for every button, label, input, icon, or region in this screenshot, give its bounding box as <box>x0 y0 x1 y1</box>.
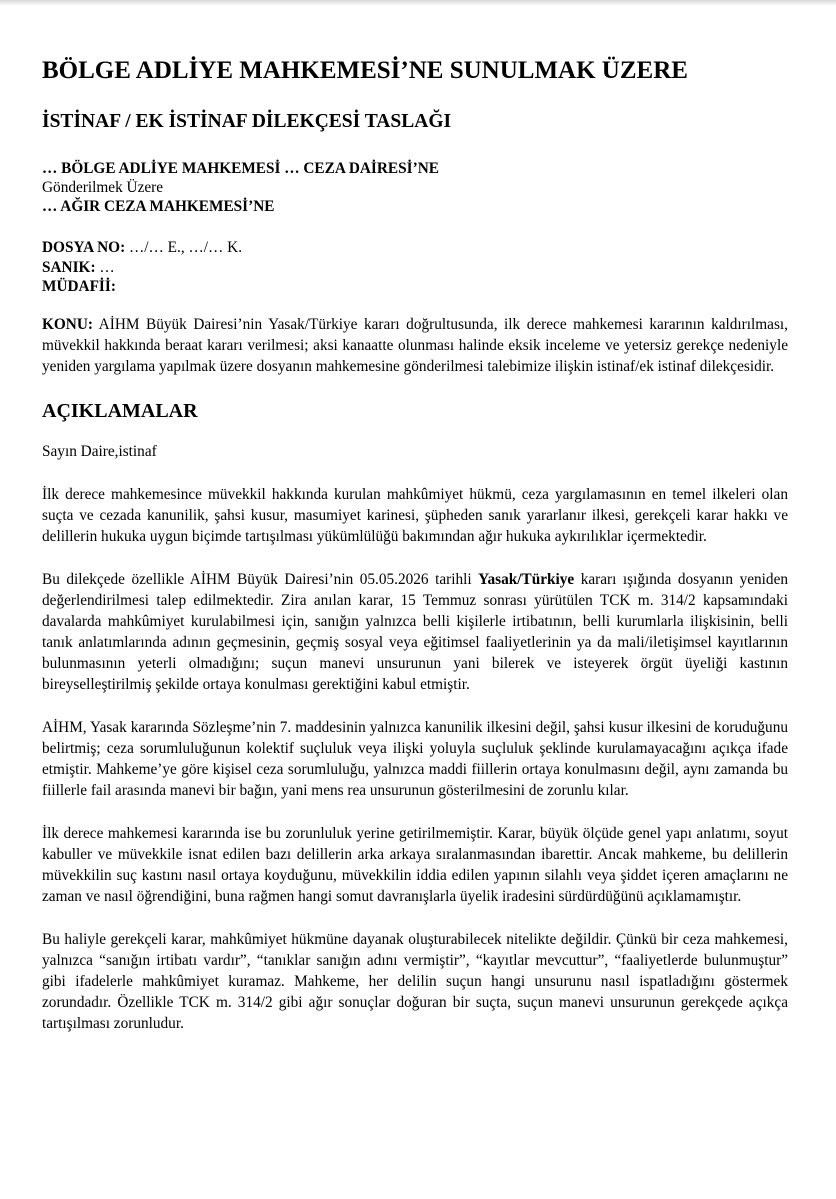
dosya-value: …/… E., …/… K. <box>125 239 243 256</box>
paragraph-2 <box>42 569 788 695</box>
mudafi-label: MÜDAFİİ: <box>42 278 116 295</box>
meta-dosya <box>42 238 788 258</box>
sanik-label: SANIK: <box>42 258 96 276</box>
main-title: BÖLGE ADLİYE MAHKEMESİ’NE SUNULMAK ÜZERE <box>42 57 688 84</box>
paragraph-4: İlk derece mahkemesi kararında ise bu zorunluluk yerine getirilmemiştir. Karar, büyük ölçüde genel yapı anlatımı, soyut kabuller ve müvekkile isnat edilen bazı delillerin arka arkaya sıralanmasından ibarettir. Ancak mahkeme, bu delillerin müvekkilin suç kastını nasıl ortaya koyduğunu, müvekkilin iddia edilen yapının silahlı veya şiddet içeren amaçlarını ne zaman ve nasıl öğrendiğini, buna rağmen hangi somut davranışlarla üyelik iradesini sürdürdüğünü açıklamamıştır. <box>42 824 788 905</box>
paragraph-2-part-1: Bu dilekçede özellikle AİHM Büyük Dairesi’nin 05.05.2026 tarihli <box>42 570 479 588</box>
meta-mudafi <box>42 277 788 297</box>
subject-text: AİHM Büyük Dairesi’nin Yasak/Türkiye kararı doğrultusunda, ilk derece mahkemesi kararının kaldırılması, müvekkil hakkında beraat kararı verilmesi; aksi kanaatte olunması halinde eksik inceleme ve yetersiz gerekçe nedeniyle yeniden yargılama yapılmak üzere dosyanın mahkemesine gönderilmesi talebimize ilişkin istinaf/ek istinaf dilekçesidir. <box>42 315 788 375</box>
sanik-value: … <box>95 258 115 276</box>
address-line-court-of-appeal: … BÖLGE ADLİYE MAHKEMESİ … CEZA DAİRESİ’NE <box>42 160 439 177</box>
document-subtitle: İSTİNAF / EK İSTİNAF DİLEKÇESİ TASLAĞI <box>42 111 452 132</box>
paragraph-5: Bu haliyle gerekçeli karar, mahkûmiyet hükmüne dayanak oluşturabilecek nitelikte değildir. Çünkü bir ceza mahkemesi, yalnızca “sanığın irtibatı vardır”, “tanıklar sanığın adını vermiştir”, “kayıtlar mevcuttur”, “faaliyetlerde bulunmuştur” gibi ifadelerle mahkûmiyet kuramaz. Mahkeme, her delilin suçun hangi unsurunu nasıl ispatladığını göstermek zorundadır. Özellikle TCK m. 314/2 gibi ağır sonuçlar doğuran bir suçta, suçun manevi unsurunun gerekçede açıkça tartışılması zorunludur. <box>42 930 788 1032</box>
section-title: AÇIKLAMALAR <box>42 399 198 422</box>
address-block <box>42 159 788 216</box>
subject-label: KONU: <box>42 315 93 333</box>
salutation: Sayın Daire,istinaf <box>42 442 157 460</box>
dosya-label: DOSYA NO: <box>42 239 126 256</box>
case-name: Yasak/Türkiye <box>478 570 575 588</box>
document-body <box>42 56 788 1034</box>
case-meta <box>42 238 788 297</box>
subject-paragraph <box>42 314 788 377</box>
page-top-shadow <box>0 0 836 6</box>
paragraph-2-part-2: kararı ışığında dosyanın yeniden değerlendirilmesi talep edilmektedir. Zira anılan karar, 15 Temmuz sonrası yürütülen TCK m. 314/2 kapsamındaki davalarda mahkûmiyet kurulabilmesi için, sanığın yalnızca belli kişilerle irtibatının, belli kurumlarla ilişkisinin, belli tanık anlatımlarında adının geçmesinin, geçmiş sosyal veya eğitimsel faaliyetlerinin ya da mali/iletişimsel kayıtlarının bulunmasının yeterli olmadığını; suçun manevi unsurunun yani bilerek ve isteyerek örgüt üyeliği kastının bireyselleştirilmiş şekilde ortaya konulması gerektiğini kabul etmiştir. <box>42 570 789 693</box>
address-line-criminal-court: … AĞIR CEZA MAHKEMESİ’NE <box>42 198 275 215</box>
address-line-forwarding: Gönderilmek Üzere <box>42 179 164 196</box>
paragraph-3: AİHM, Yasak kararında Sözleşme’nin 7. maddesinin yalnızca kanunilik ilkesini değil, şahsi kusur ilkesini de koruduğunu belirtmiş; ceza sorumluluğunun kolektif suçluluk veya ilişki yoluyla suçluluk şeklinde kurulamayacağını açıkça ifade etmiştir. Mahkeme’ye göre kişisel ceza sorumluluğu, yalnızca maddi fiillerin ortaya konulmasını değil, aynı zamanda bu fiillerle fail arasında manevi bir bağın, yani mens rea unsurunun gösterilmesini de zorunlu kılar. <box>42 718 788 799</box>
paragraph-1: İlk derece mahkemesince müvekkil hakkında kurulan mahkûmiyet hükmü, ceza yargılamasının en temel ilkeleri olan suçta ve cezada kanunilik, şahsi kusur, masumiyet karinesi, şüpheden sanık yararlanır ilkesi, gerekçeli karar hakkı ve delillerin hukuka uygun biçimde tartışılması yükümlülüğü bakımından ağır hukuka aykırılıklar içermektedir. <box>42 485 788 545</box>
meta-sanik <box>42 258 788 278</box>
